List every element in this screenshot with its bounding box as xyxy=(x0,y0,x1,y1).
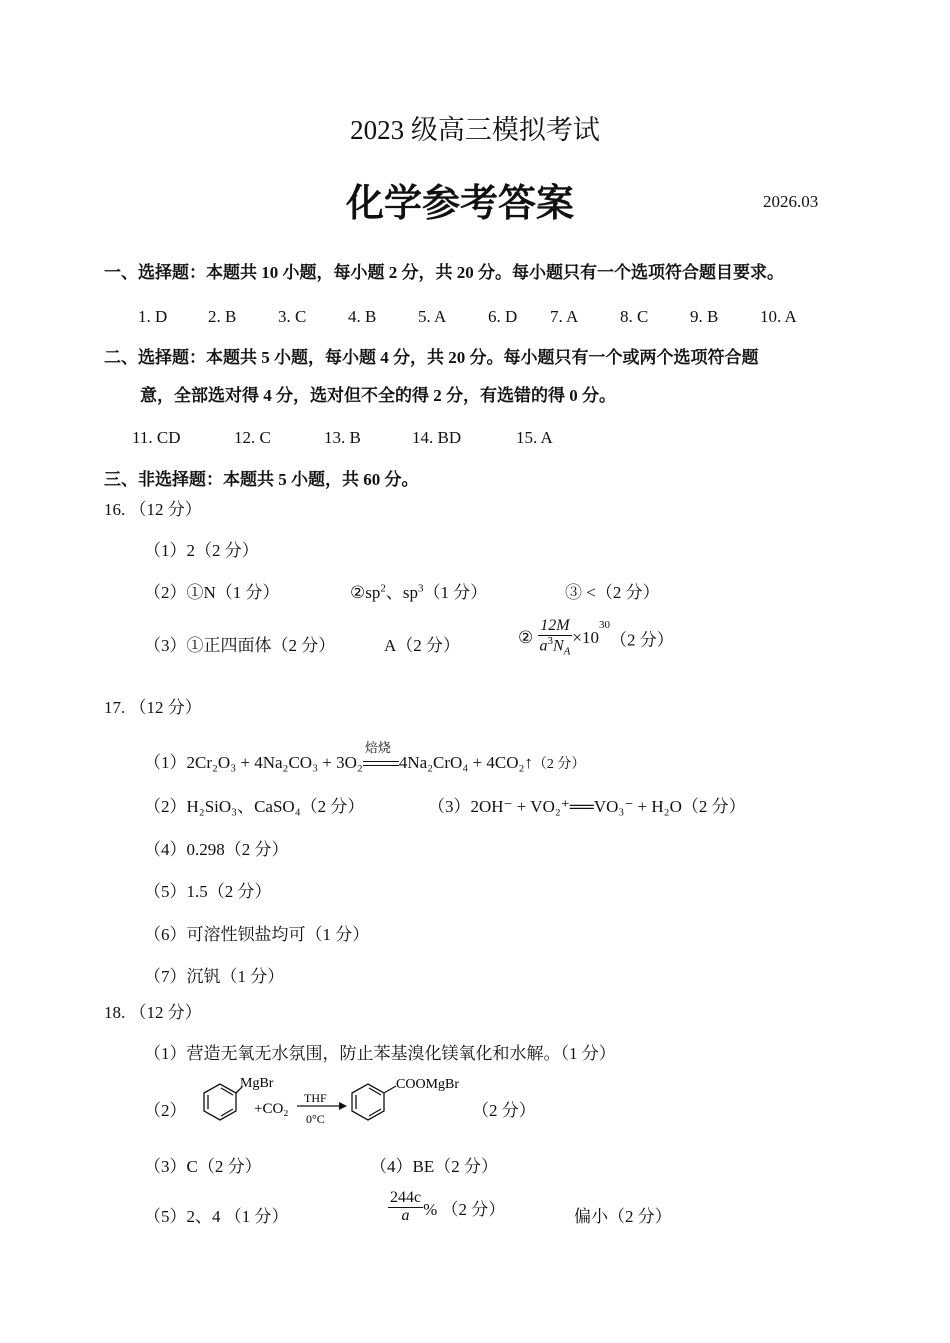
temp-label: 0°C xyxy=(306,1112,325,1126)
coomgbr-label: COOMgBr xyxy=(396,1077,460,1092)
thf-label: THF xyxy=(304,1091,327,1105)
q17-part1-score: （2 分） xyxy=(532,757,586,772)
q17-header: 17. （12 分） xyxy=(104,698,202,717)
answer-4: 4. B xyxy=(348,307,377,326)
answer-10: 10. A xyxy=(760,307,797,326)
q18-header: 18. （12 分） xyxy=(104,1003,202,1022)
q16-den-sub: A xyxy=(563,645,571,658)
q18-formula-denominator: a xyxy=(401,1206,410,1224)
q16-formula-numerator: 12M xyxy=(538,618,573,636)
q17-eq-line2 xyxy=(363,765,399,766)
page-title: 化学参考答案 xyxy=(345,181,574,225)
benzene-ring-1 xyxy=(204,1084,242,1120)
benzene-ring-2 xyxy=(352,1084,396,1120)
answer-3: 3. C xyxy=(278,307,307,326)
q16-part2b xyxy=(350,578,487,603)
answer-1: 1. D xyxy=(138,307,168,326)
q16-part2a: （2）①N（1 分） xyxy=(144,583,280,602)
q16-part2b-sup1: 2 xyxy=(380,582,386,595)
q17-part1-pre: （1） xyxy=(144,753,187,772)
answer-13: 13. B xyxy=(324,428,361,447)
q17-part6: （6）可溶性钡盐均可（1 分） xyxy=(144,925,370,944)
q16-part2b-post: （1 分） xyxy=(423,583,488,602)
answer-14: 14. BD xyxy=(412,428,462,447)
q17-part4: （4）0.298（2 分） xyxy=(144,840,289,859)
q17-part3: （3）2OH⁻ + VO₂⁺══VO₃⁻ + H₂O（2 分） xyxy=(428,797,746,816)
q17-eq-line1 xyxy=(363,761,399,762)
q16-den-n: N xyxy=(553,637,564,655)
q16-part2b-pre: ②sp xyxy=(350,583,381,602)
q16-part3c-pre: ② xyxy=(518,627,534,647)
q16-den-a: a xyxy=(539,637,548,655)
q16-part3a: （3）①正四面体（2 分） xyxy=(144,636,336,655)
q18-formula-fraction xyxy=(388,1190,423,1225)
answer-7: 7. A xyxy=(550,307,579,326)
q17-eq-condition: 焙烧 xyxy=(364,740,391,756)
q16-times: ×10 xyxy=(572,627,599,647)
q16-times-exp: 30 xyxy=(599,618,610,631)
q16-part3c-post: （2 分） xyxy=(610,630,674,650)
q18-part2-score: （2 分） xyxy=(472,1101,536,1120)
q18-formula-numerator: 244c xyxy=(390,1189,422,1206)
q18-part4: （4）BE（2 分） xyxy=(370,1157,498,1176)
q17-part1 xyxy=(144,740,586,773)
q16-formula-fraction xyxy=(538,618,573,658)
q16-header: 16. （12 分） xyxy=(104,500,202,519)
mgbr-label: MgBr xyxy=(240,1076,274,1091)
q16-den-exp: 3 xyxy=(547,634,553,647)
answer-6: 6. D xyxy=(488,307,518,326)
q18-part1: （1）营造无氧无水氛围，防止苯基溴化镁氧化和水解。（1 分） xyxy=(144,1044,616,1063)
q18-part2-pre: （2） xyxy=(144,1101,187,1120)
q17-eq-left: 2Cr₂O₃ + 4Na₂CO₃ + 3O₂ xyxy=(186,753,363,772)
q16-part3b: A（2 分） xyxy=(384,636,461,655)
q16-part2c: ③ <（2 分） xyxy=(565,583,660,602)
q18-part5b-post: % （2 分） xyxy=(423,1199,506,1219)
q16-part2b-mid: 、sp xyxy=(385,583,418,602)
answer-2: 2. B xyxy=(208,307,237,326)
answer-9: 9. B xyxy=(690,307,719,326)
q17-part5: （5）1.5（2 分） xyxy=(144,882,272,901)
q18-part3: （3）C（2 分） xyxy=(144,1157,262,1176)
answer-8: 8. C xyxy=(620,307,649,326)
q17-eq-arrow xyxy=(363,740,399,771)
reaction-arrowhead xyxy=(339,1102,347,1110)
q16-part1: （1）2（2 分） xyxy=(144,541,259,560)
plus-co2-label: +CO₂ xyxy=(254,1101,289,1117)
q16-formula-denominator xyxy=(538,636,573,658)
q18-part5c: 偏小（2 分） xyxy=(574,1207,672,1226)
answer-11: 11. CD xyxy=(132,428,181,447)
exam-title: 2023 级高三模拟考试 xyxy=(350,115,600,145)
section2-heading-line2: 意，全部选对得 4 分，选对但不全的得 2 分，有选错的得 0 分。 xyxy=(140,386,616,405)
section1-heading: 一、选择题：本题共 10 小题，每小题 2 分，共 20 分。每小题只有一个选项符合题目要求。 xyxy=(104,263,784,282)
q16-part3c xyxy=(518,618,674,658)
section3-heading: 三、非选择题：本题共 5 小题，共 60 分。 xyxy=(104,470,419,489)
q18-part5b xyxy=(388,1190,505,1225)
answer-12: 12. C xyxy=(234,428,271,447)
q18-part5a: （5）2、4 （1 分） xyxy=(144,1207,289,1226)
answer-5: 5. A xyxy=(418,307,447,326)
q17-eq-right: 4Na₂CrO₄ + 4CO₂↑ xyxy=(398,753,533,772)
section2-heading-line1: 二、选择题：本题共 5 小题，每小题 4 分，共 20 分。每小题只有一个或两个选项符合题 xyxy=(104,348,759,367)
answer-15: 15. A xyxy=(516,428,553,447)
q16-part2b-sup2: 3 xyxy=(417,582,424,595)
date-label: 2026.03 xyxy=(763,192,819,211)
q17-part2: （2）H₂SiO₃、CaSO₄（2 分） xyxy=(144,797,365,816)
q17-part7: （7）沉钒（1 分） xyxy=(144,967,285,986)
q18-reaction-scheme xyxy=(184,1075,474,1135)
